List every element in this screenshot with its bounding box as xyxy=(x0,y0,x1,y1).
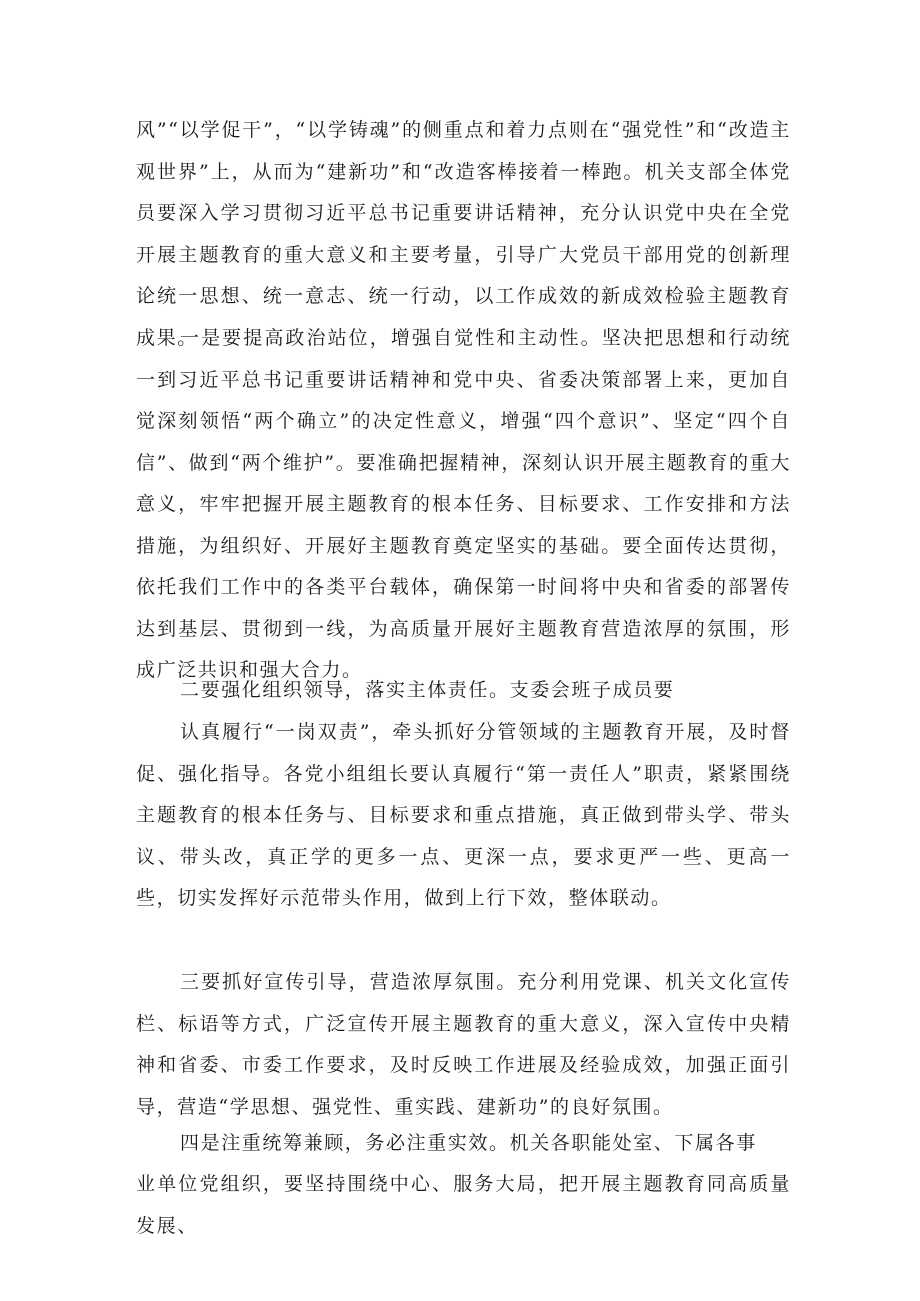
paragraph-point-two-heading: 二要强化组织领导，落实主体责任。支委会班子成员要 xyxy=(180,679,675,701)
paragraph-continuation: 风”“以学促干”，“以学铸魂”的侧重点和着力点则在“强党性”和“改造主观世界”上，从而为“建新功”和“改造客棒接着一棒跑。机关支部全体党员要深入学习贯彻习近平总书记重要讲话精神，充分认识党中央在全党开展主题教育的重大意义和主要考量，引导广大党员干部用党的创新理论统一思想、统一意志、统一行动，以工作成效的新成效检验主题教育成果。 xyxy=(136,119,791,349)
paragraph-point-four-body: 业单位党组织，要坚持围绕中心、服务大局，把开展主题教育同高质量发展、 xyxy=(136,1173,791,1237)
paragraph-point-three: 三要抓好宣传引导，营造浓厚氛围。充分利用党课、机关文化宣传栏、标语等方式，广泛宣传开展主题教育的重大意义，深入宣传中央精神和省委、市委工作要求，及时反映工作进展及经验成效，加强正面引导，营造“学思想、强党性、重实践、建新功”的良好氛围。 xyxy=(136,971,791,1118)
paragraph-point-four-heading: 四是注重统筹兼顾，务必注重实效。机关各职能处室、下属各事 xyxy=(180,1132,757,1154)
paragraph-point-two-body: 认真履行“一岗双责”，牵头抓好分管领域的主题教育开展，及时督促、强化指导。各党小组组长要认真履行“第一责任人”职责，紧紧围绕主题教育的根本任务与、目标要求和重点措施，真正做到带头学、带头议、带头改，真正学的更多一点、更深一点，要求更严一些、更高一些，切实发挥好示范带头作用，做到上行下效，整体联动。 xyxy=(136,721,791,909)
paragraph-point-one: 一是要提高政治站位，增强自觉性和主动性。坚决把思想和行动统一到习近平总书记重要讲话精神和党中央、省委决策部署上来，更加自觉深刻领悟“两个确立”的决定性意义，增强“四个意识”、坚定“四个自信”、做到“两个维护”。要准确把握精神，深刻认识开展主题教育的重大意义，牢牢把握开展主题教育的根本任务、目标要求、工作安排和方法措施，为组织好、开展好主题教育奠定坚实的基础。要全面传达贯彻，依托我们工作中的各类平台载体，确保第一时间将中央和省委的部署传达到基层、贯彻到一线，为高质量开展好主题教育营造浓厚的氛围，形成广泛共识和强大合力。 xyxy=(136,327,791,681)
